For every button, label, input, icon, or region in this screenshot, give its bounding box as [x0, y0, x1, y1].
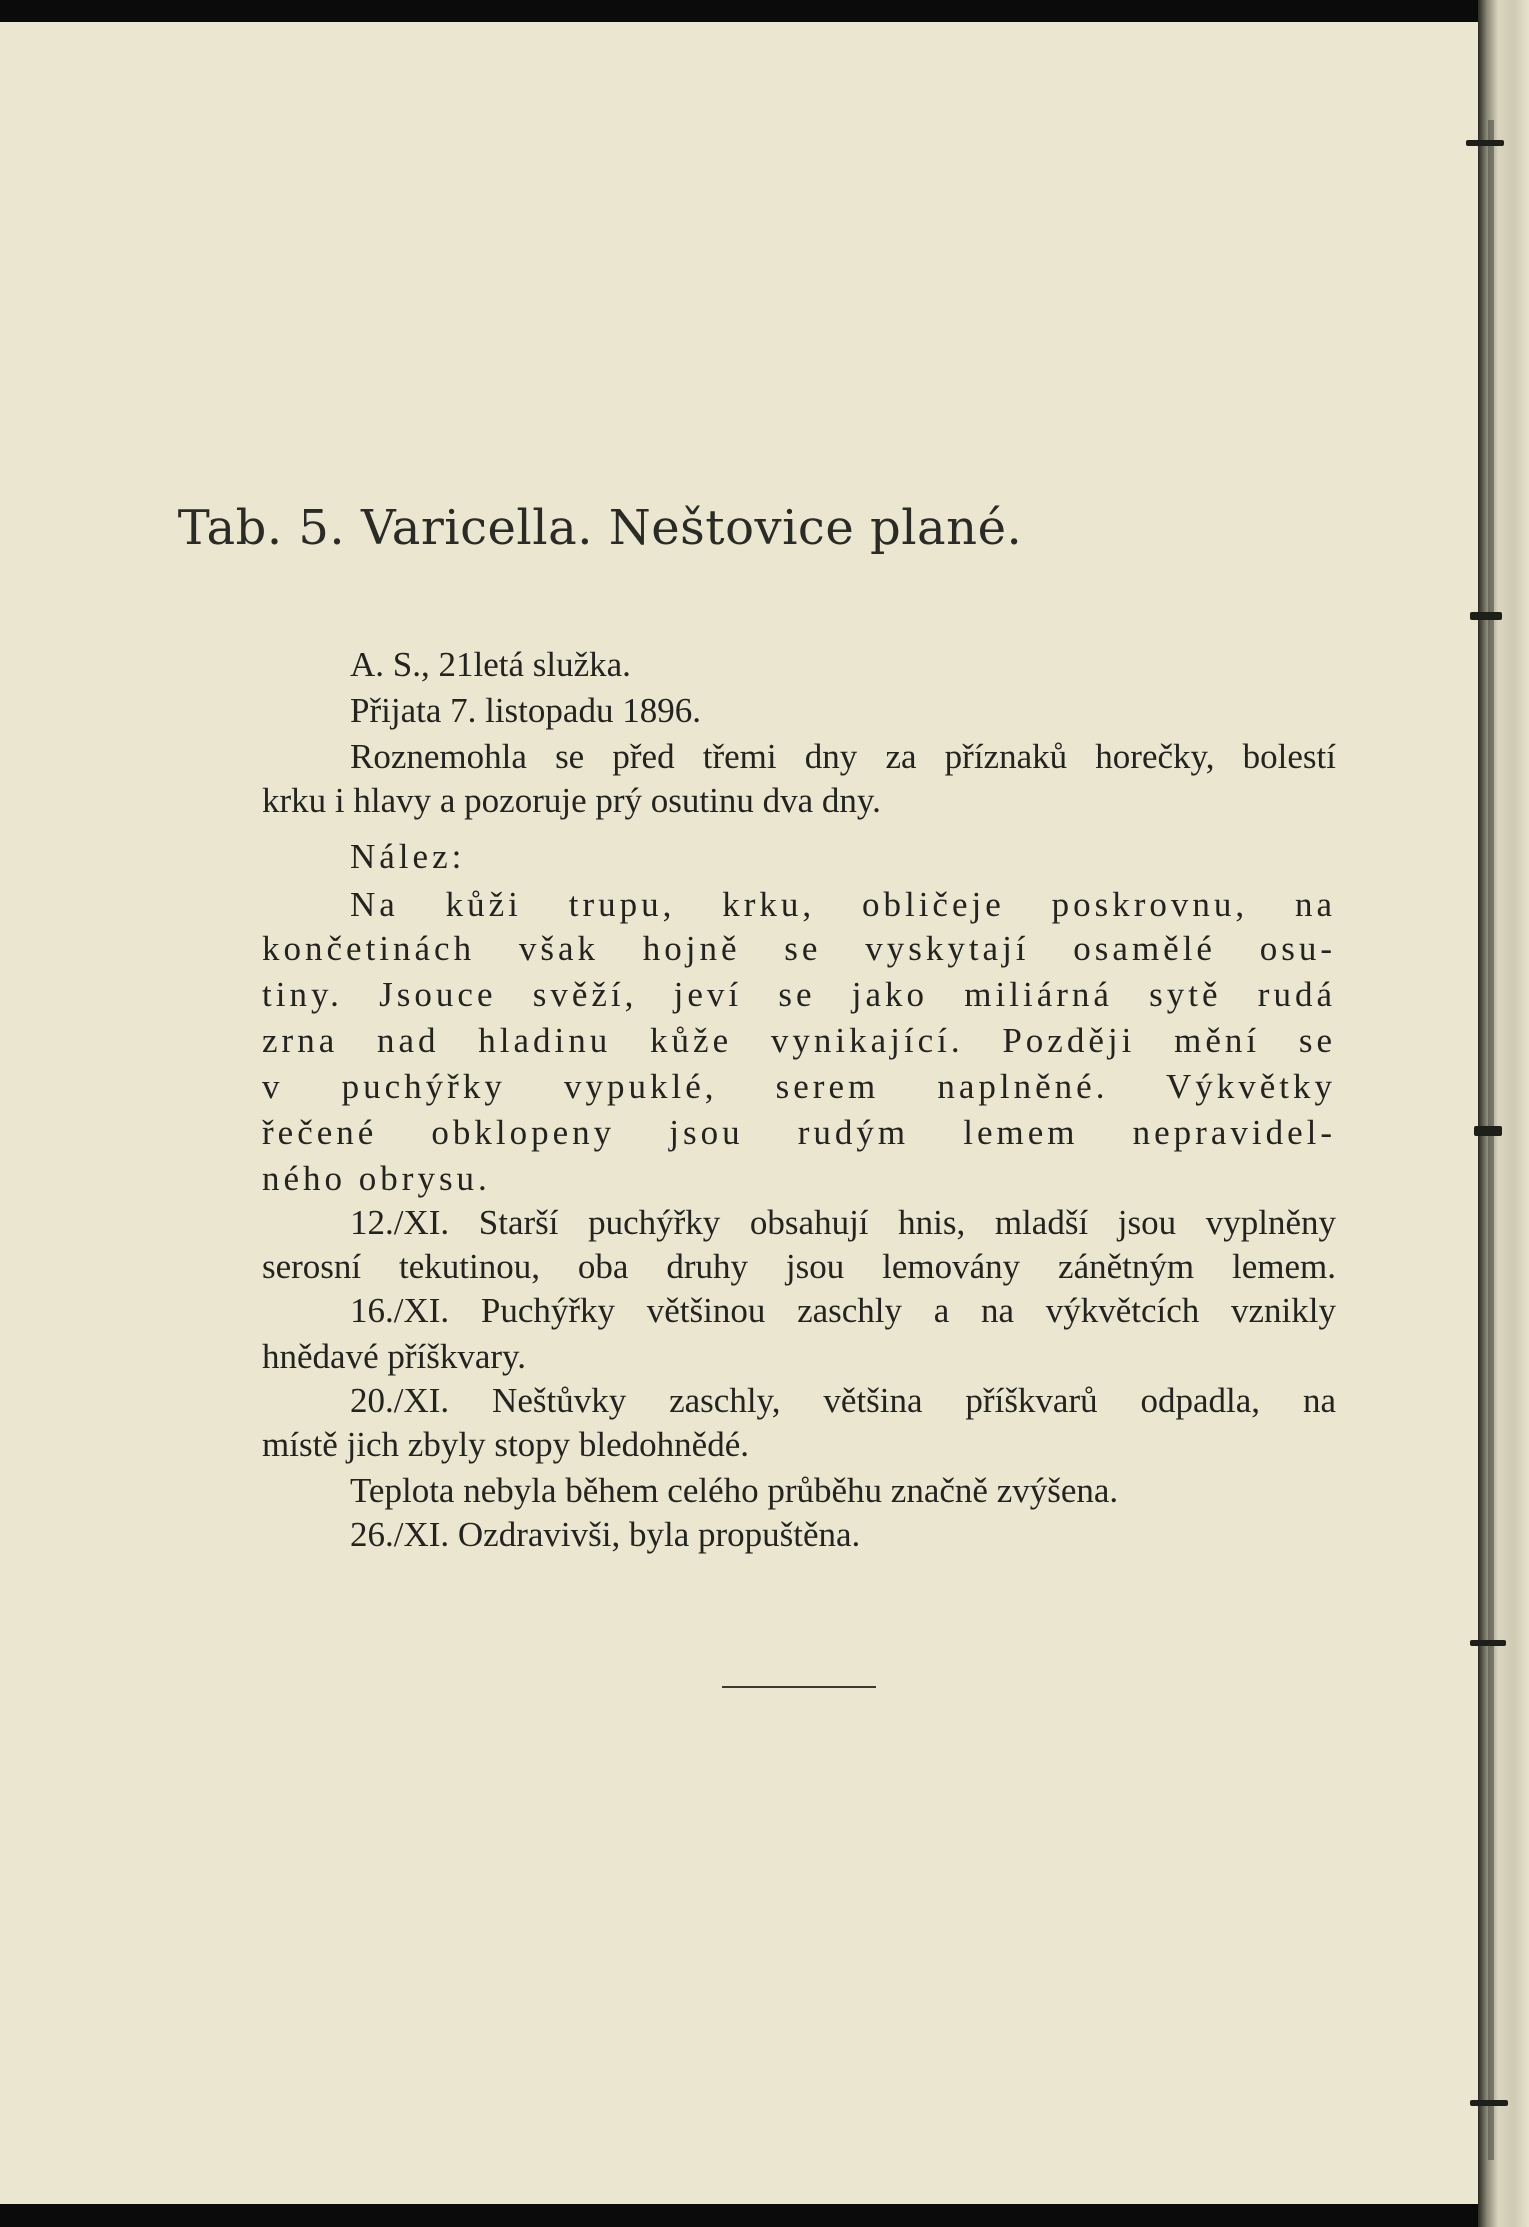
- page-title: Tab. 5. Varicella. Neštovice plané.: [177, 500, 1023, 556]
- text-line: Na kůži trupu, krku, obličeje poskrovnu, na: [350, 885, 1336, 924]
- text-line: zrna nad hladinu kůže vynikající. Později mění se: [262, 1021, 1336, 1060]
- text-line: Roznemohla se před třemi dny za příznaků horečky, bolestí: [350, 737, 1336, 776]
- text-line: 26./XI. Ozdravivši, byla propuštěna.: [350, 1515, 861, 1554]
- edge-mark: [1474, 1126, 1502, 1136]
- text-line: ného obrysu.: [262, 1159, 491, 1198]
- text-line: Přijata 7. listopadu 1896.: [350, 691, 701, 730]
- divider-rule: [722, 1686, 876, 1688]
- text-line: krku i hlavy a pozoruje prý osutinu dva dny.: [262, 781, 881, 820]
- text-line: řečené obklopeny jsou rudým lemem nepravidel-: [262, 1113, 1336, 1152]
- edge-mark: [1470, 2100, 1508, 2106]
- text-line: místě jich zbyly stopy bledohnědé.: [262, 1425, 749, 1464]
- text-line: 12./XI. Starší puchýřky obsahují hnis, mladší jsou vyplněny: [350, 1203, 1336, 1242]
- text-line: hnědavé příškvary.: [262, 1337, 527, 1376]
- edge-mark: [1470, 612, 1502, 620]
- edge-mark: [1466, 140, 1504, 146]
- edge-mark: [1470, 1640, 1506, 1646]
- page-edge-line: [1488, 120, 1494, 2160]
- text-line: A. S., 21letá služka.: [350, 645, 631, 684]
- text-line: serosní tekutinou, oba druhy jsou lemovány zánětným lemem.: [262, 1247, 1336, 1286]
- text-line: 16./XI. Puchýřky většinou zaschly a na výkvětcích vznikly: [350, 1291, 1336, 1330]
- text-line: končetinách však hojně se vyskytají osamělé osu-: [262, 929, 1336, 968]
- text-line: Nález:: [350, 837, 466, 876]
- text-line: v puchýřky vypuklé, serem naplněné. Výkvětky: [262, 1067, 1336, 1106]
- text-line: tiny. Jsouce svěží, jeví se jako miliárná sytě rudá: [262, 975, 1336, 1014]
- text-line: Teplota nebyla během celého průběhu značně zvýšena.: [350, 1471, 1119, 1510]
- text-line: 20./XI. Neštůvky zaschly, většina příškvarů odpadla, na: [350, 1381, 1336, 1420]
- page-edge: [1478, 0, 1529, 2227]
